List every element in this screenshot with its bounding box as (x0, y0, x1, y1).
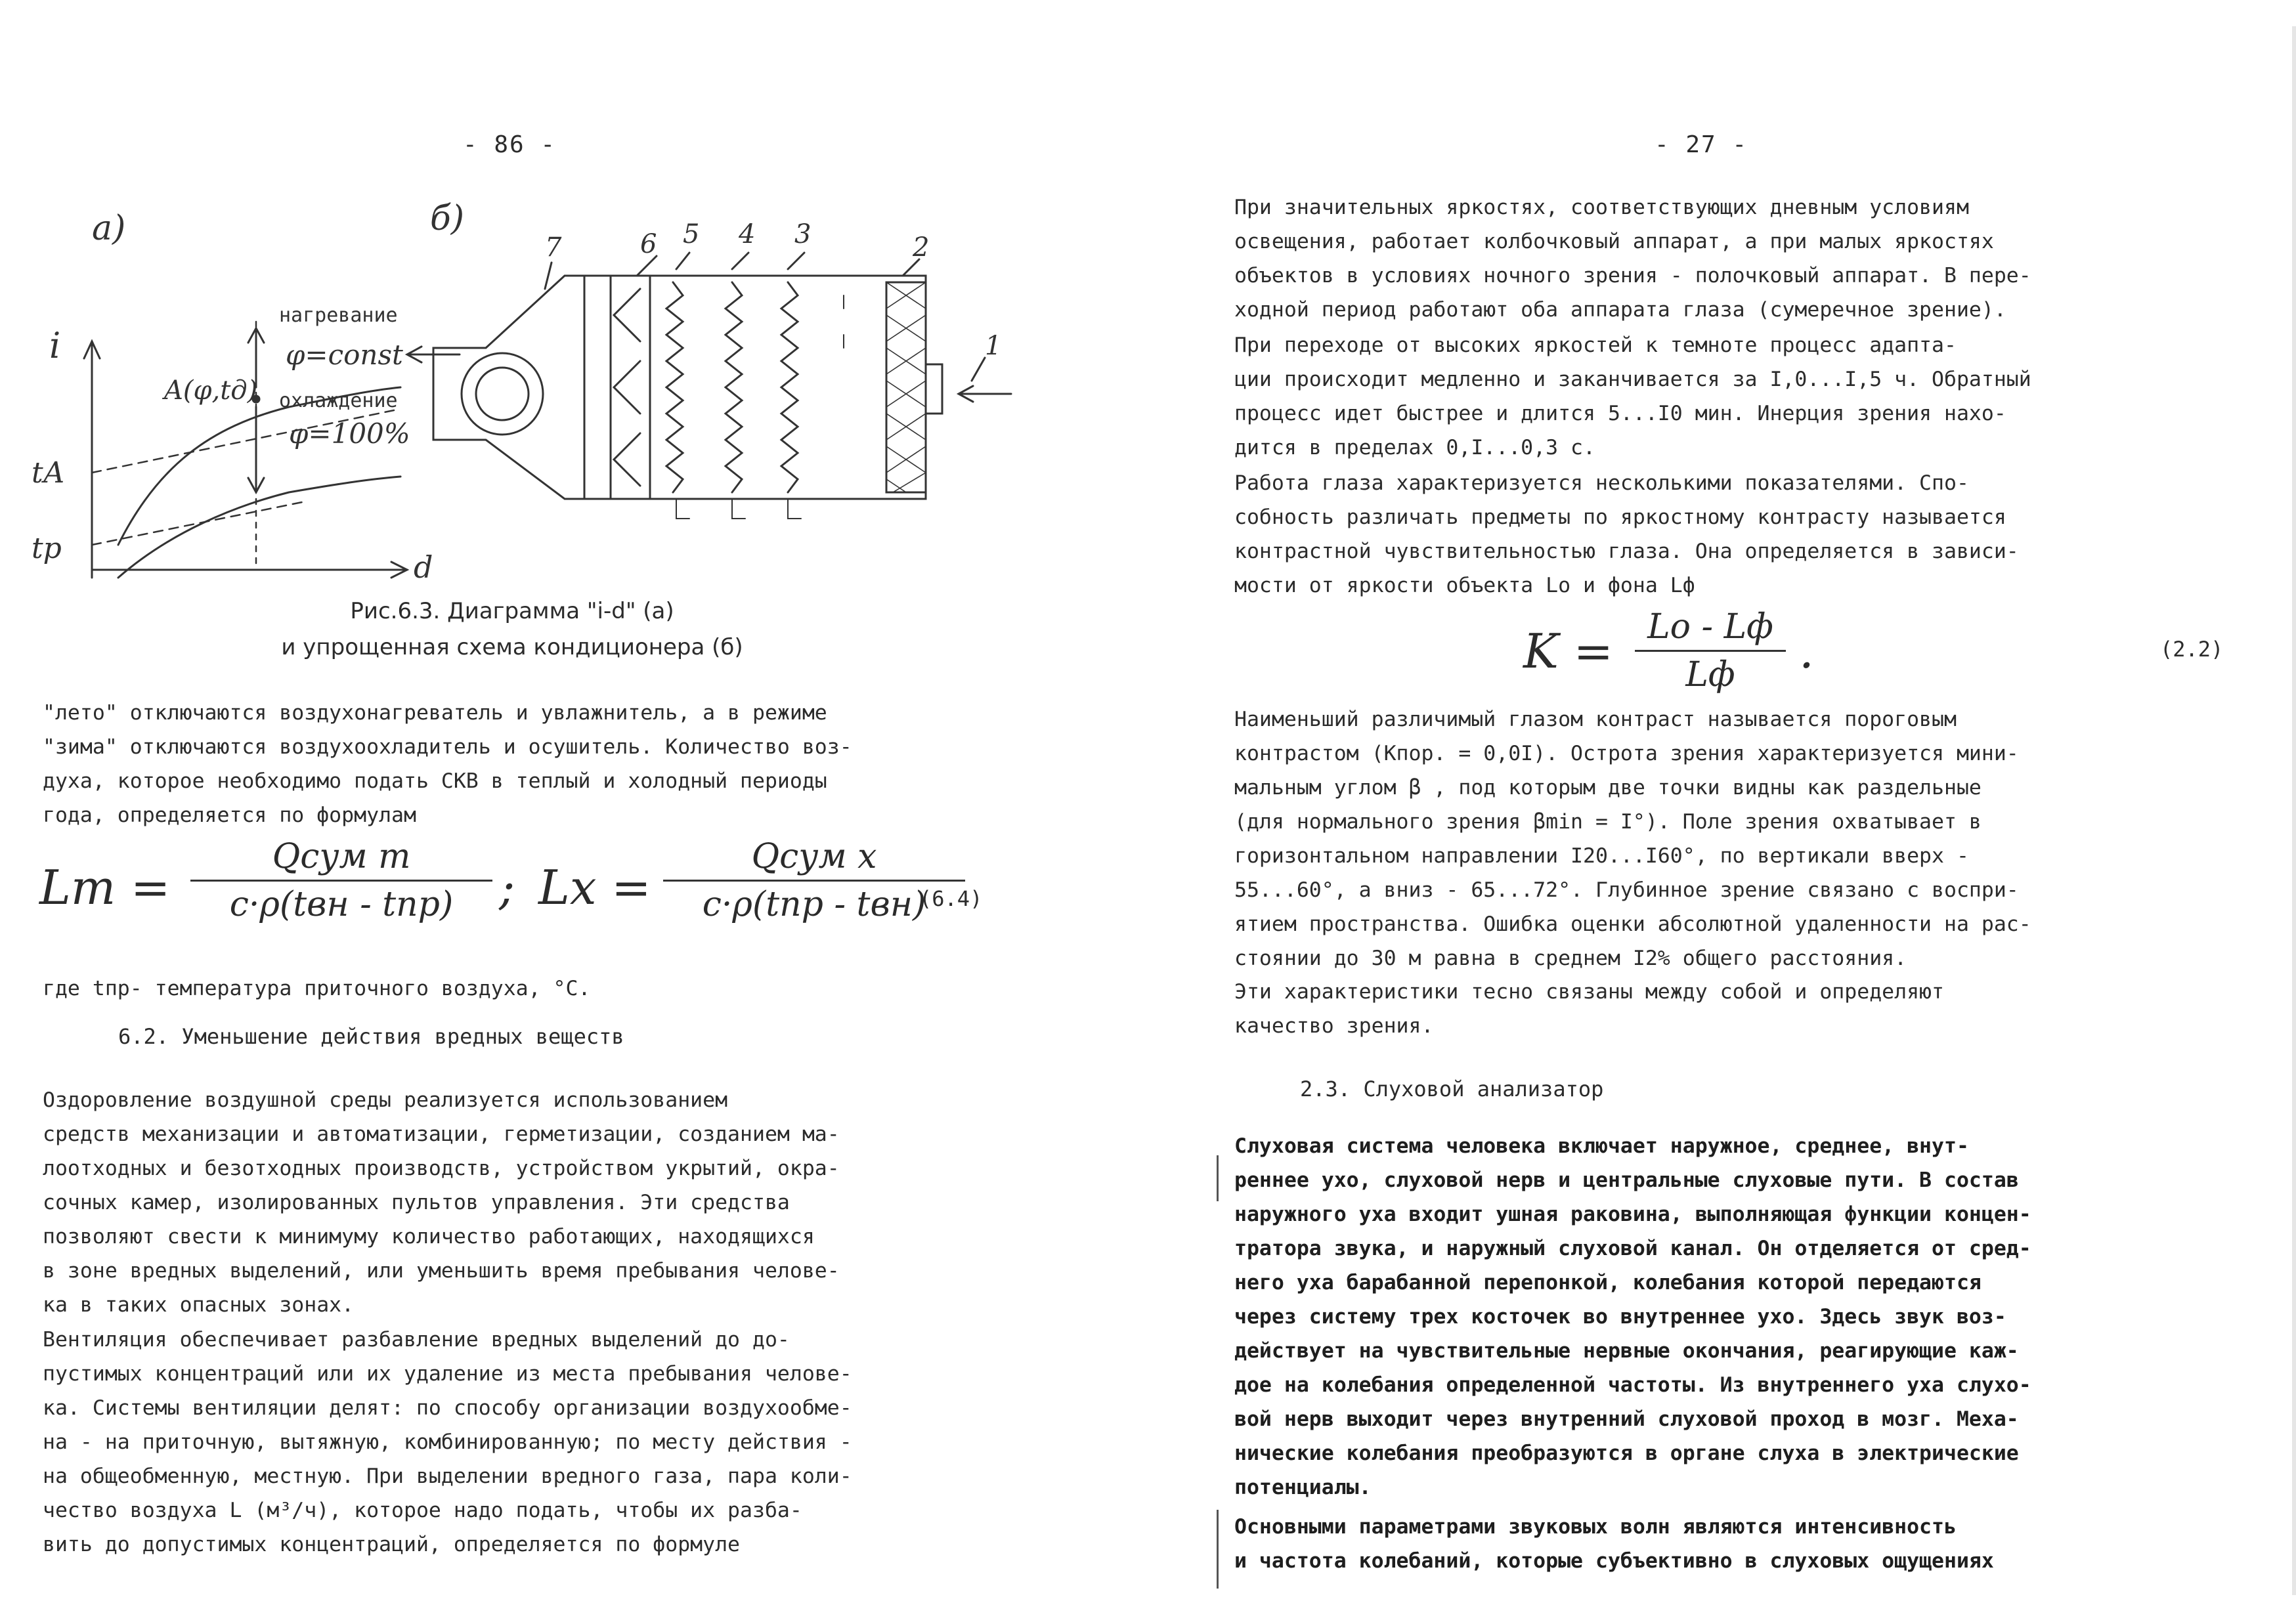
point-a-label: A(φ,tд) (164, 375, 258, 406)
tick-tp: tр (32, 532, 62, 565)
paragraph: Работа глаза характеризуется несколькими показателями. Спо- собность различать предметы по яркостному контрасту называется контрастной чувствительностью глаза. Она определяется в зависи- мости от яркости объекта Lо и фона Lф (1234, 471, 2019, 597)
margin-mark (1217, 1155, 1219, 1201)
fan-outer (462, 353, 543, 435)
figure-caption-1: Рис.6.3. Диаграмма "i-d" (а) (350, 598, 674, 624)
fan-housing (433, 276, 584, 499)
paragraph: Основными параметрами звуковых волн являются интенсивность и частота колебаний, которые субъективно в слуховых ощущениях (1234, 1515, 1994, 1573)
formula-lhs-cold: Lх = (538, 860, 651, 915)
left-page (0, 0, 1129, 1624)
cooling-label: охлаждение (279, 389, 398, 412)
part-1: 1 (985, 331, 1002, 361)
formula-den-warm: c·ρ(tвн - tпр) (229, 885, 454, 924)
formula-separator: ; (499, 860, 515, 915)
paragraph: При значительных яркостях, соответствующих дневным условиям освещения, работает колбочковый аппарат, а при малых яркостях объектов в условиях ночного зрения - полочковый аппарат. В пере- ходной период работают оба аппарата глаза (сумеречное зрение). (1234, 196, 2031, 322)
formula-number: (6.4) (919, 886, 983, 911)
formula-lhs-warm: Lт = (39, 860, 171, 915)
fan-inner (476, 368, 529, 420)
axis-d-label: d (414, 549, 433, 585)
label-b: б) (430, 199, 465, 238)
heating-label: нагревание (279, 304, 398, 327)
phi-const-label: φ=const (286, 339, 403, 371)
axis-i-label: i (49, 325, 61, 366)
curve-phi-100 (118, 477, 401, 578)
paragraph: Наименьший различимый глазом контраст называется пороговым контрастом (Kпор. = 0,0I). Острота зрения характеризуется мини- мальным углом β , под которым две точки видны как раздельные (для нормального зрения βmin = I°). Поле зрения охватывает в горизонтальном направлении I20...I60°, по вертикали вверх - 55...60°, а вниз - 65...72°. Глубинное зрение связано с воспри- ятием пространства. Ошибка оценки абсолютной удаленности на рас- стоянии до 30 м равна в среднем I2% общего расстояния. (1234, 708, 2031, 970)
formula-2-2 (1523, 604, 2245, 716)
page-number: - 27 - (1655, 131, 1748, 158)
part-7: 7 (545, 232, 562, 263)
formula-num: Lо - Lф (1647, 607, 1773, 647)
isotherm-tp (92, 502, 302, 545)
label-a: а) (92, 209, 126, 248)
coil-5 (666, 282, 683, 492)
paragraph: Эти характеристики тесно связаны между собой и определяют качество зрения. (1234, 980, 1944, 1038)
separator-chevrons (614, 289, 640, 486)
inlet-1 (926, 364, 942, 414)
part-6: 6 (640, 229, 657, 259)
paragraph: Оздоровление воздушной среды реализуется использованием средств механизации и автоматизации, герметизации, созданием ма- лоотходных и безотходных производств, устройством укрытий, окра- сочных камер, изолированных пультов управления. Эти средства позволяют свести к минимуму количество работающих, находящихся в зоне вредных выделений, или уменьшить время пребывания челове- ка в таких опасных зонах. (43, 1088, 840, 1317)
formula-num-warm: Qсум т (272, 837, 411, 876)
figure-caption-2: и упрощенная схема кондиционера (б) (281, 634, 743, 660)
formula-6-4 (39, 834, 1011, 965)
part-3: 3 (794, 219, 812, 249)
formula-den-cold: c·ρ(tпр - tвн) (702, 885, 926, 924)
right-page (1129, 0, 2296, 1624)
margin-mark (1217, 1510, 1219, 1589)
section-heading-6-2: 6.2. Уменьшение действия вредных веществ (118, 1024, 624, 1049)
paragraph: При переходе от высоких яркостей к темноте процесс адапта- ции происходит медленно и заканчивается за I,0...I,5 ч. Обратный процесс идет быстрее и длится 5...I0 мин. Инерция зрения нахо- дится в пределах 0,I...0,3 с. (1234, 333, 2031, 459)
inlet-arrow (959, 386, 1011, 402)
formula-num-cold: Qсум х (751, 837, 877, 876)
section-heading-2-3: 2.3. Слуховой анализатор (1300, 1077, 1604, 1101)
part-5: 5 (683, 219, 700, 249)
body-outline (584, 276, 926, 499)
page-edge (2292, 26, 2296, 1595)
paragraph: Слуховая система человека включает наружное, среднее, внут- реннее ухо, слуховой нерв и центральные слуховые пути. В состав наружного уха входит ушная раковина, выполняющая функции концен- тратора звука, и наружный слуховой канал. Он отделяется от сред- него уха барабанной перепонкой, колебания которой передаются через систему трех косточек во внутреннее ухо. Здесь звук воз- действует на чувствительные нервные окончания, реагирующие каж- дое на колебания определенной частоты. Из внутреннего уха слухо- вой нерв выходит через внутренний слуховой проход в мозг. Меха- нические колебания преобразуются в органе слуха в электрические потенциалы. (1234, 1134, 2031, 1499)
paragraph: Вентиляция обеспечивает разбавление вредных выделений до до- пустимых концентраций или их удаление из места пребывания челове- ка. Системы вентиляции делят: по способу организации воздухообме- на - на приточную, вытяжную, комбинированную; по месту действия - на общеобменную, местную. При выделении вредного газа, пара коли- чество воздуха L (м³/ч), которое надо подать, чтобы их разба- вить до допустимых концентраций, определяется по формуле (43, 1328, 852, 1556)
where-line: где tпр- температура приточного воздуха, °С. (43, 977, 591, 1000)
formula-number: (2.2) (2160, 637, 2224, 662)
formula-dot: . (1799, 624, 1814, 679)
coil-4 (726, 282, 742, 492)
part-2: 2 (913, 232, 930, 263)
filter-2 (886, 282, 926, 492)
coil-3 (781, 282, 798, 492)
phi-100-label: φ=100% (289, 417, 410, 450)
formula-den: Lф (1685, 655, 1735, 694)
formula-lhs: K = (1523, 624, 1614, 679)
part-4: 4 (739, 219, 756, 249)
paragraph: "лето" отключаются воздухонагреватель и увлажнитель, а в режиме "зима" отключаются воздухоохладитель и осушитель. Количество воз- духа, которое необходимо подать СКВ в теплый и холодный периоды года, определяется по формулам (43, 701, 852, 827)
page-number: - 86 - (463, 131, 557, 158)
figure-6-3 (26, 190, 1051, 597)
tick-ta: tА (32, 456, 66, 490)
